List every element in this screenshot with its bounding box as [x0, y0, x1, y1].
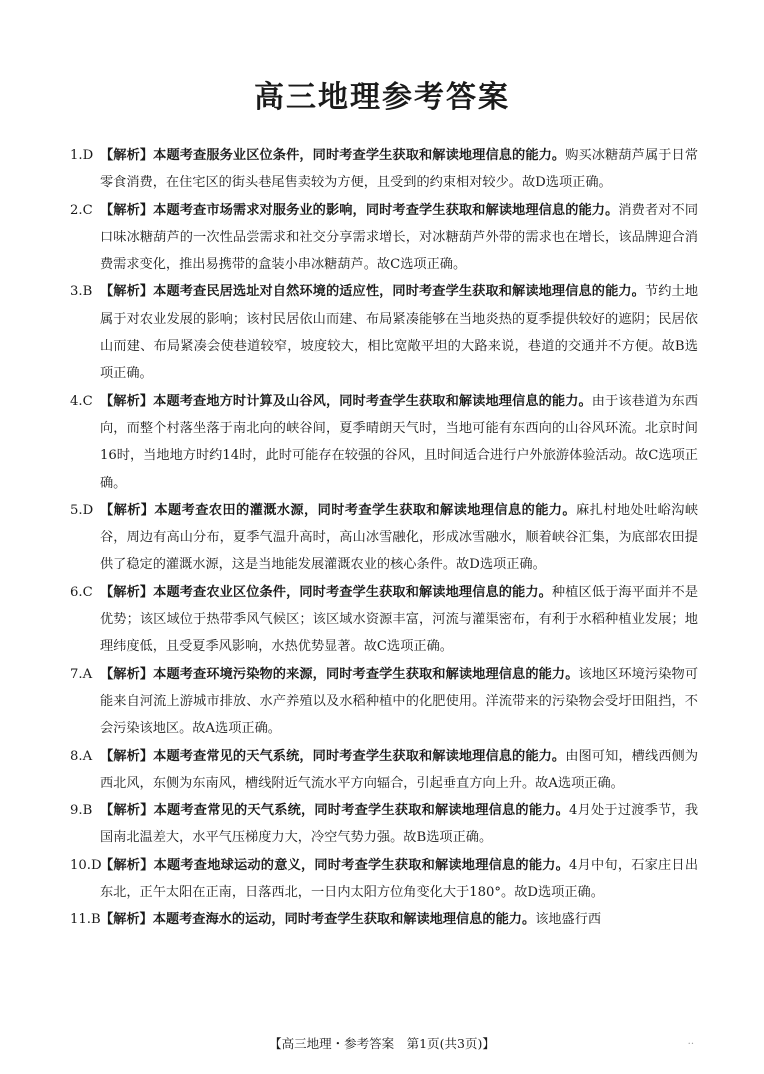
- answer-lead: 本题考查地球运动的意义，同时考查学生获取和解读地理信息的能力。: [153, 857, 570, 873]
- answer-lead: 本题考查农业区位条件，同时考查学生获取和解读地理信息的能力。: [153, 584, 552, 600]
- answer-lead: 本题考查农田的灌溉水源，同时考查学生获取和解读地理信息的能力。: [154, 502, 577, 518]
- answer-item: [70, 388, 698, 497]
- answer-body: 由于该巷道为东西向，而整个村落坐落于南北向的峡谷间，夏季晴朗天气时，当地可能有东西向的山谷风环流。北京时间16时，当地地方时约14时，此时可能存在较强的谷风，且时间适合进行户外旅游体验活动。故C选项正确。: [100, 393, 699, 491]
- answer-lead: 本题考查海水的运动，同时考查学生获取和解读地理信息的能力。: [152, 912, 536, 928]
- corner-mark: ..: [687, 1036, 694, 1047]
- answer-lead: 本题考查地方时计算及山谷风，同时考查学生获取和解读地理信息的能力。: [153, 393, 592, 409]
- analysis-tag: 【解析】: [100, 284, 154, 300]
- answer-item: [70, 661, 698, 743]
- answer-item: [70, 197, 698, 279]
- answer-body: 种植区低于海平面并不是优势；该区域位于热带季风气候区；该区域水资源丰富，河流与灌渠密布，有利于水稻种植业发展；地理纬度低，且受夏季风影响，水热优势显著。故C选项正确。: [100, 584, 699, 655]
- answer-lead: 本题考查常见的天气系统，同时考查学生获取和解读地理信息的能力。: [153, 803, 570, 819]
- answer-number: 10.D: [70, 857, 102, 873]
- answer-body: 4月中旬，石家庄日出东北，正午太阳在正南，日落西北，一日内太阳方位角变化大于180°。故D选项正确。: [100, 857, 699, 901]
- answer-body: 该地盛行西: [535, 912, 602, 928]
- answer-number: 11.B: [70, 912, 101, 928]
- answer-item: [70, 852, 698, 907]
- answer-item: [70, 743, 698, 798]
- analysis-tag: 【解析】: [100, 502, 155, 518]
- answer-list: [70, 142, 698, 934]
- answer-item: [70, 278, 698, 387]
- analysis-tag: 【解析】: [100, 393, 154, 409]
- analysis-tag: 【解析】: [100, 148, 154, 163]
- answer-number: 7.A: [70, 666, 93, 682]
- answer-item: [70, 579, 698, 661]
- analysis-tag: 【解析】: [100, 748, 154, 764]
- answer-number: 3.B: [70, 284, 93, 300]
- answer-number: 1.D: [70, 148, 94, 163]
- analysis-tag: 【解析】: [100, 803, 154, 819]
- analysis-tag: 【解析】: [100, 584, 154, 600]
- answer-body: 节约土地属于对农业发展的影响；该村民居依山而建、布局紧凑能够在当地炎热的夏季提供较好的遮阴；民居依山而建、布局紧凑会使巷道较窄，坡度较大，相比宽敞平坦的大路来说，巷道的交通并不方便。故B选项正确。: [100, 284, 699, 382]
- answer-number: 9.B: [70, 803, 93, 819]
- answer-body: 由图可知，槽线西侧为西北风，东侧为东南风，槽线附近气流水平方向辐合，引起垂直方向上升。故A选项正确。: [100, 748, 699, 791]
- analysis-tag: 【解析】: [100, 666, 154, 682]
- page-footer: 【高三地理・参考答案 第1页(共3页)】: [269, 1036, 495, 1051]
- answer-item: [70, 142, 698, 197]
- answer-lead: 本题考查市场需求对服务业的影响，同时考查学生获取和解读地理信息的能力。: [153, 202, 619, 218]
- answer-number: 8.A: [70, 748, 93, 764]
- answer-number: 4.C: [70, 393, 93, 409]
- answer-body: 购买冰糖葫芦属于日常零食消费，在住宅区的街头巷尾售卖较为方便，且受到的约束相对较少。故D选项正确。: [100, 148, 699, 191]
- answer-item: [70, 497, 698, 579]
- answer-lead: 本题考查环境污染物的来源，同时考查学生获取和解读地理信息的能力。: [153, 666, 579, 682]
- analysis-tag: 【解析】: [100, 857, 154, 873]
- answer-body: 消费者对不同口味冰糖葫芦的一次性品尝需求和社交分享需求增长，对冰糖葫芦外带的需求也在增长，该品牌迎合消费需求变化，推出易携带的盒装小串冰糖葫芦。故C选项正确。: [100, 202, 699, 273]
- answer-item: [70, 906, 698, 933]
- answer-body: 麻扎村地处吐峪沟峡谷，周边有高山分布，夏季气温升高时，高山冰雪融化，形成冰雪融水，顺着峡谷汇集，为底部农田提供了稳定的灌溉水源，这是当地能发展灌溉农业的核心条件。故D选项正确。: [100, 502, 699, 573]
- page-title: 高三地理参考答案: [254, 80, 510, 115]
- answer-lead: 本题考查民居选址对自然环境的适应性，同时考查学生获取和解读地理信息的能力。: [153, 284, 645, 300]
- answer-number: 2.C: [70, 202, 93, 218]
- answer-lead: 本题考查服务业区位条件，同时考查学生获取和解读地理信息的能力。: [153, 148, 566, 163]
- answer-number: 6.C: [70, 584, 93, 600]
- analysis-tag: 【解析】: [100, 202, 154, 218]
- answer-number: 5.D: [70, 502, 94, 518]
- answer-body: 4月处于过渡季节，我国南北温差大，水平气压梯度力大，冷空气势力强。故B选项正确。: [100, 803, 699, 846]
- answer-lead: 本题考查常见的天气系统，同时考查学生获取和解读地理信息的能力。: [153, 748, 566, 764]
- answer-body: 该地区环境污染物可能来自河流上游城市排放、水产养殖以及水稻种植中的化肥使用。洋流带来的污染物会受圩田阻挡，不会污染该地区。故A选项正确。: [100, 666, 699, 737]
- answer-item: [70, 797, 698, 852]
- analysis-tag: 【解析】: [100, 912, 153, 928]
